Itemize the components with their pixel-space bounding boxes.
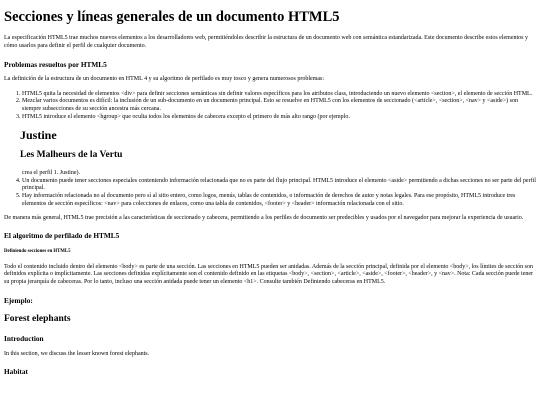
defining-sections-heading: Definiendo secciones en HTML5	[4, 248, 71, 254]
example-heading-justine: Justine	[20, 128, 57, 143]
introduction-paragraph: In this section, we discuss the lesser known forest elephants.	[4, 350, 150, 357]
page-title: Secciones y líneas generales de un documento HTML5	[4, 9, 340, 25]
problems-list-continued	[4, 178, 536, 208]
problem-item: 4. Un documento puede tener secciones especiales conteniendo información relacionada que no es parte del flujo principal. HTML5 introduce el elemento <aside> permitiendo a dichas secciones no ser parte del perfil principal.	[22, 178, 536, 193]
intro-paragraph: La especificación HTML5 trae muchos nuevos elementos a los desarrolladores web, permitiéndoles describir la estructura de un documento web con semántica estandarizada. Este documento describe estos elementos y cómo usarlos para definir el perfil de cualquier documento.	[4, 35, 528, 49]
introduction-heading: Introduction	[4, 333, 44, 343]
defining-sections-paragraph: Todo el contenido incluido dentro del elemento <body> es parte de una sección. Las secciones en HTML5 pueden ser anidadas. Además de la sección principal, definida por el elemento <body>, los límites de sección son definidos explícita o implícitamente. Las secciones definidas explícitamente son el contenido definido en las etiquetas <body>, <section>, <article>, <aside>, <footer>, <header>, y <nav>. Nota: Cada sección puede tener su propia jerarquía de cabeceras. Por lo tanto, incluso una sección anidada puede tener un elemento <h1>. Consulte también Definiendo cabeceras en HTML5.	[4, 263, 534, 285]
problems-list	[4, 91, 536, 121]
summary-paragraph: De manera más general, HTML5 trae precisión a las características de seccionado y cabecera, permitiendo a los perfiles de documento ser predecibles y usados por el navegador para mejorar la experiencia de usuario.	[4, 215, 524, 222]
problem-item: 5. Hay información relacionada no al documento pero sí al sitio entero, como logos, menús, tablas de contenidos, o información de derechos de autor y notas legales. Para ese propósito, HTML5 introduce tres elementos de sección específicos: <nav> para colecciones de enlaces, como una tabla de contenidos, <footer> y <header> información relacionada con el sitio.	[22, 193, 536, 208]
problems-intro: La definición de la estructura de un documento en HTML 4 y su algoritmo de perfilado es muy tosco y genera numerosos problemas:	[4, 76, 325, 83]
problem-item: 3. HTML5 introduce el elemento <hgroup> que oculta todos los elementos de cabecera excepto el primero de más alto rango (por ejemplo.	[22, 114, 536, 122]
example-subheading-malheurs: Les Malheurs de la Vertu	[20, 150, 123, 161]
problems-heading: Problemas resueltos por HTML5	[4, 60, 107, 70]
continuation-text: crea el perfil 1. Justine).	[22, 170, 80, 177]
forest-elephants-heading: Forest elephants	[4, 313, 71, 324]
problem-item: 2. Mezclar varios documentos es difícil: la inclusión de un sub-documento en un documento principal. Esto se resuelve en HTML5 con los elementos de seccionado (<article>, <section>, <nav> y <aside>) son siempre subsecciones de su sección ancestra más cercana.	[22, 98, 536, 113]
example-label: Ejemplo:	[4, 295, 33, 305]
habitat-heading: Habitat	[4, 367, 28, 377]
problem-item: 1. HTML5 quita la necesidad de elementos <div> para definir secciones semánticas sin definir valores específicos para los atributos class, introduciendo un nuevo elemento <section>, el elemento de sección HTML.	[22, 91, 536, 99]
algorithm-heading: El algoritmo de perfilado de HTML5	[4, 230, 120, 240]
document-page	[0, 8, 540, 376]
